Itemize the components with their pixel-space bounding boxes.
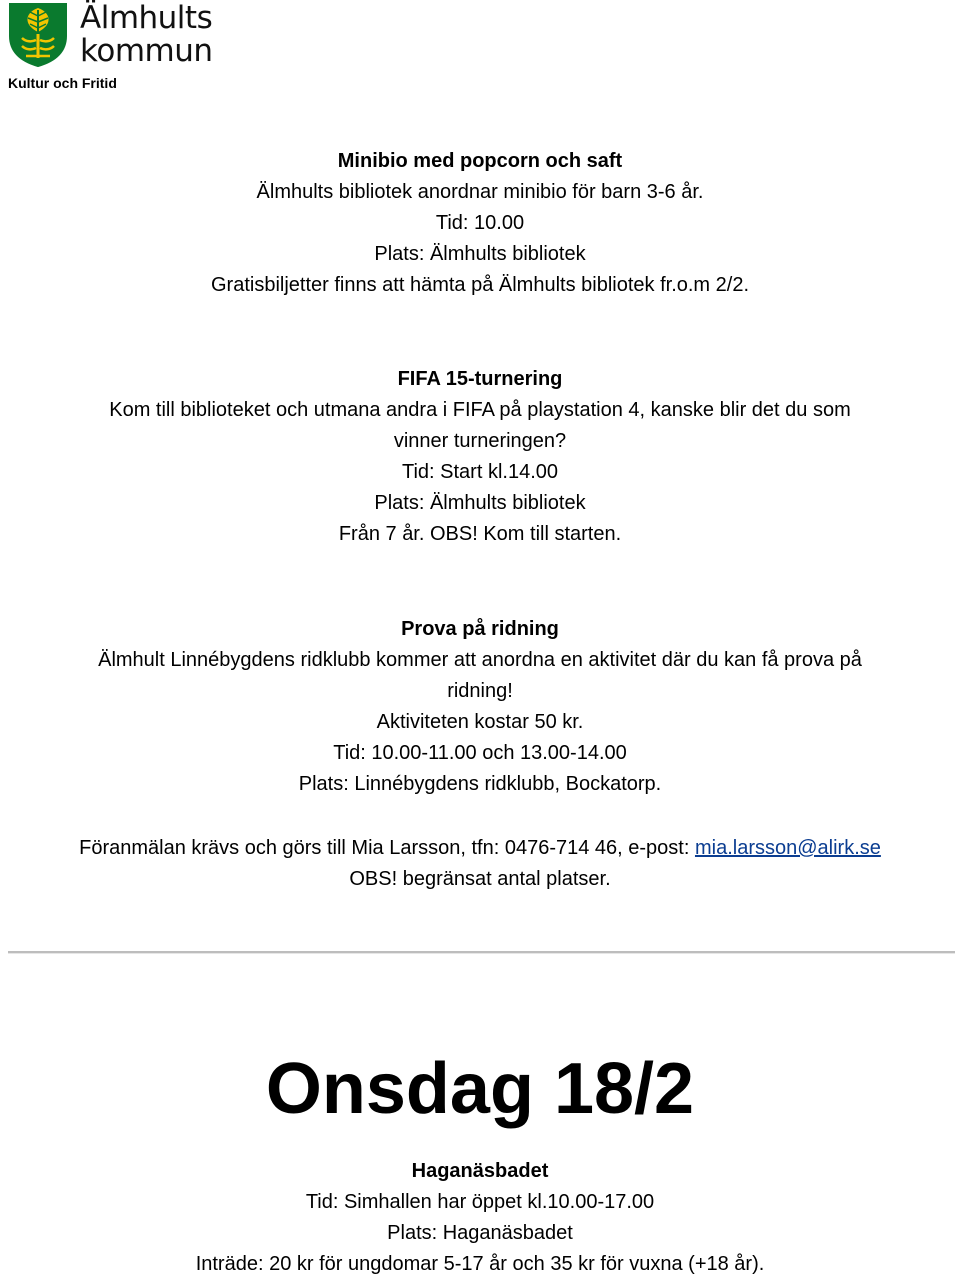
event-title: Haganäsbadet	[411, 1160, 549, 1182]
logo-text-line1: Älmhults	[80, 0, 213, 36]
event-line: ridning!	[447, 680, 513, 702]
event-line: Tid: 10.00-11.00 och 13.00-14.00	[333, 742, 627, 764]
registration-note: OBS! begränsat antal platser.	[349, 868, 611, 890]
registration-info	[0, 833, 960, 895]
event-minibio	[0, 146, 960, 301]
event-line: vinner turneringen?	[393, 430, 567, 452]
day-heading: Onsdag 18/2	[265, 1049, 695, 1129]
event-line: Gratisbiljetter finns att hämta på Älmhults bibliotek fr.o.m 2/2.	[210, 274, 750, 296]
event-line: Plats: Linnébygdens ridklubb, Bockatorp.	[298, 773, 662, 795]
event-line: Älmhults bibliotek anordnar minibio för barn 3-6 år.	[256, 181, 704, 203]
event-title: Minibio med popcorn och saft	[337, 150, 623, 172]
registration-text: Föranmälan krävs och görs till Mia Larsson, tfn: 0476-714 46, e-post:	[79, 837, 695, 859]
event-line: Tid: Simhallen har öppet kl.10.00-17.00	[305, 1191, 655, 1213]
event-line: Kom till biblioteket och utmana andra i FIFA på playstation 4, kanske blir det du som	[109, 399, 851, 421]
department-label: Kultur och Fritid	[8, 75, 117, 91]
event-title: Prova på ridning	[401, 618, 559, 640]
logo-wordmark	[80, 2, 213, 68]
event-title: FIFA 15-turnering	[397, 368, 563, 390]
event-ridning	[0, 614, 960, 800]
divider	[8, 951, 955, 954]
registration-line	[0, 833, 960, 864]
event-fifa	[0, 364, 960, 550]
event-line: Plats: Haganäsbadet	[387, 1222, 573, 1244]
event-line: Aktiviteten kostar 50 kr.	[376, 711, 584, 733]
event-line: Inträde: 20 kr för ungdomar 5-17 år och 35 kr för vuxna (+18 år).	[195, 1253, 765, 1275]
event-line: Plats: Älmhults bibliotek	[374, 492, 586, 514]
coat-of-arms-icon	[8, 2, 68, 68]
header	[8, 2, 248, 92]
event-haganasbadet	[0, 1156, 960, 1280]
event-line: Tid: 10.00	[435, 212, 525, 234]
event-line: Från 7 år. OBS! Kom till starten.	[338, 523, 622, 545]
event-line: Plats: Älmhults bibliotek	[374, 243, 586, 265]
email-link[interactable]: mia.larsson@alirk.se	[694, 837, 881, 859]
event-line: Tid: Start kl.14.00	[402, 461, 558, 483]
logo-text-line2: kommun	[80, 33, 213, 69]
event-line: Älmhult Linnébygdens ridklubb kommer att anordna en aktivitet där du kan få prova på	[98, 649, 862, 671]
